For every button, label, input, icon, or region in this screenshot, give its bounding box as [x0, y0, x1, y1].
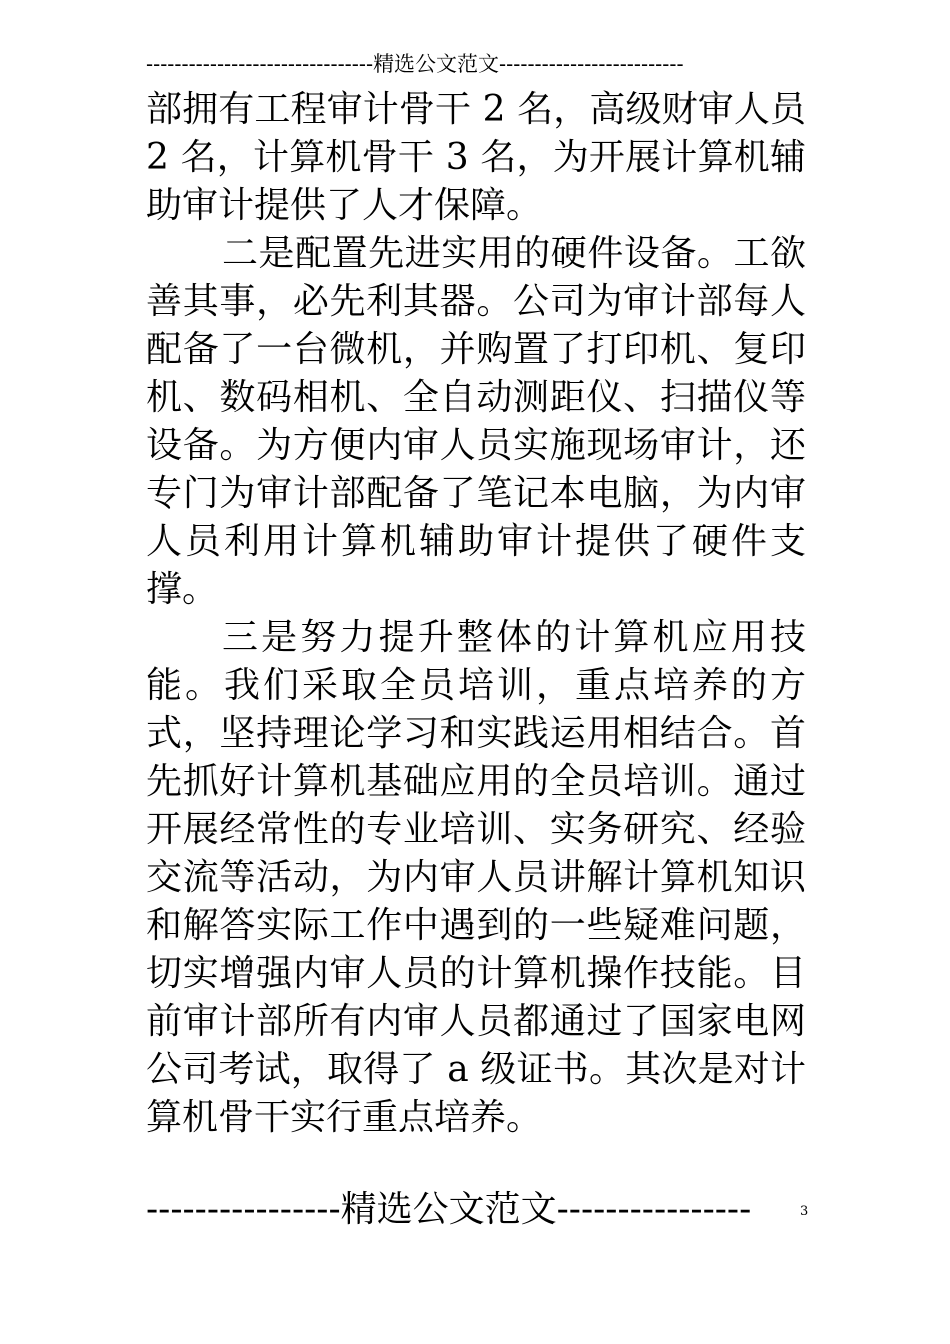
document-body [146, 86, 806, 1142]
page-header: --------------------------------精选公文范文-------------------------- [146, 52, 684, 76]
paragraph-3: 三是努力提升整体的计算机应用技能。我们采取全员培训，重点培养的方式，坚持理论学习和实践运用相结合。首先抓好计算机基础应用的全员培训。通过开展经常性的专业培训、实务研究、经验交流等活动，为内审人员讲解计算机知识和解答实际工作中遇到的一些疑难问题，切实增强内审人员的计算机操作技能。目前审计部所有内审人员都通过了国家电网公司考试，取得了 a 级证书。其次是对计算机骨干实行重点培养。 [146, 617, 806, 1138]
page-number: 3 [800, 1204, 809, 1219]
page-footer: ----------------精选公文范文---------------- [146, 1189, 752, 1230]
paragraph-1: 部拥有工程审计骨干 2 名，高级财审人员 2 名，计算机骨干 3 名，为开展计算机辅助审计提供了人才保障。 [146, 89, 806, 226]
paragraph-2: 二是配置先进实用的硬件设备。工欲善其事，必先利其器。公司为审计部每人配备了一台微机，并购置了打印机、复印机、数码相机、全自动测距仪、扫描仪等设备。为方便内审人员实施现场审计，还专门为审计部配备了笔记本电脑，为内审人员利用计算机辅助审计提供了硬件支撑。 [146, 233, 806, 610]
